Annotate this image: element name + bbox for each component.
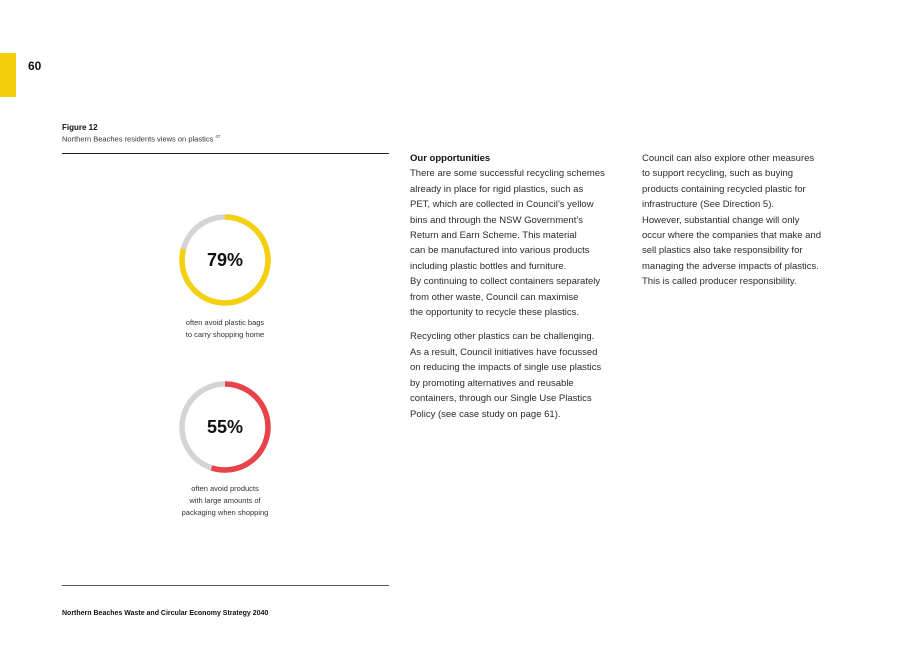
text-line: to support recycling, such as buying [642, 168, 794, 180]
donut-1-caption-line: to carry shopping home [185, 330, 265, 339]
donut-2-caption-line: packaging when shopping [181, 508, 269, 517]
text-line: containers, through our Single Use Plastics [410, 393, 592, 405]
producer-responsibility-paragraph [642, 151, 852, 290]
figure-caption-footnote: 47 [215, 134, 221, 139]
text-line: infrastructure (See Direction 5). [642, 199, 774, 211]
opportunities-paragraph-2 [410, 329, 632, 421]
page-number: 60 [28, 59, 42, 73]
text-line: Recycling other plastics can be challenging. [410, 331, 595, 343]
page-tab-marker [0, 53, 16, 97]
text-line: occur where the companies that make and [642, 230, 822, 242]
figure-caption-text: Northern Beaches residents views on plastics [62, 134, 214, 144]
figure-label: Figure 12 [62, 123, 98, 132]
donut-1-caption-line: often avoid plastic bags [185, 318, 265, 327]
donut-2-percent: 55% [206, 416, 244, 437]
donut-2-caption-line: often avoid products [191, 484, 259, 493]
page-footer: Northern Beaches Waste and Circular Economy Strategy 2040 [62, 610, 269, 617]
text-line: including plastic bottles and furniture. [410, 260, 567, 272]
donut-2-caption [145, 483, 305, 519]
producer-responsibility-column [642, 151, 852, 290]
donut-chart-packaging [177, 379, 273, 475]
text-line: can be manufactured into various products [410, 245, 590, 257]
text-line: As a result, Council initiatives have focussed [410, 346, 598, 358]
text-line: by promoting alternatives and reusable [410, 377, 574, 389]
donut-2-caption-line: with large amounts of [189, 496, 261, 505]
text-line: bins and through the NSW Government’s [410, 214, 584, 226]
text-line: on reducing the impacts of single use plastics [410, 362, 602, 374]
text-line: Policy (see case study on page 61). [410, 408, 561, 420]
donut-chart-plastic-bags [177, 212, 273, 308]
figure-caption [62, 134, 220, 144]
text-line: By continuing to collect containers separately [410, 276, 601, 288]
donut-1-percent: 79% [206, 249, 244, 270]
text-line: the opportunity to recycle these plastics. [410, 307, 579, 319]
figure-bottom-rule [62, 585, 389, 586]
text-line: sell plastics also take responsibility for [642, 245, 803, 257]
opportunities-heading: Our opportunities [410, 153, 491, 164]
text-line: This is called producer responsibility. [642, 276, 797, 288]
donut-1-caption [145, 317, 305, 341]
figure-top-rule [62, 153, 389, 154]
text-line: PET, which are collected in Council’s yellow [410, 199, 594, 211]
text-line: already in place for rigid plastics, such as [410, 183, 584, 195]
text-line: There are some successful recycling schemes [410, 168, 605, 180]
text-line: However, substantial change will only [642, 214, 800, 226]
opportunities-column [410, 151, 632, 422]
opportunities-paragraph-1 [410, 166, 632, 320]
text-line: Return and Earn Scheme. This material [410, 230, 577, 242]
text-line: managing the adverse impacts of plastics. [642, 260, 819, 272]
text-line: products containing recycled plastic for [642, 183, 806, 195]
text-line: Council can also explore other measures [642, 153, 815, 164]
text-line: from other waste, Council can maximise [410, 291, 579, 303]
